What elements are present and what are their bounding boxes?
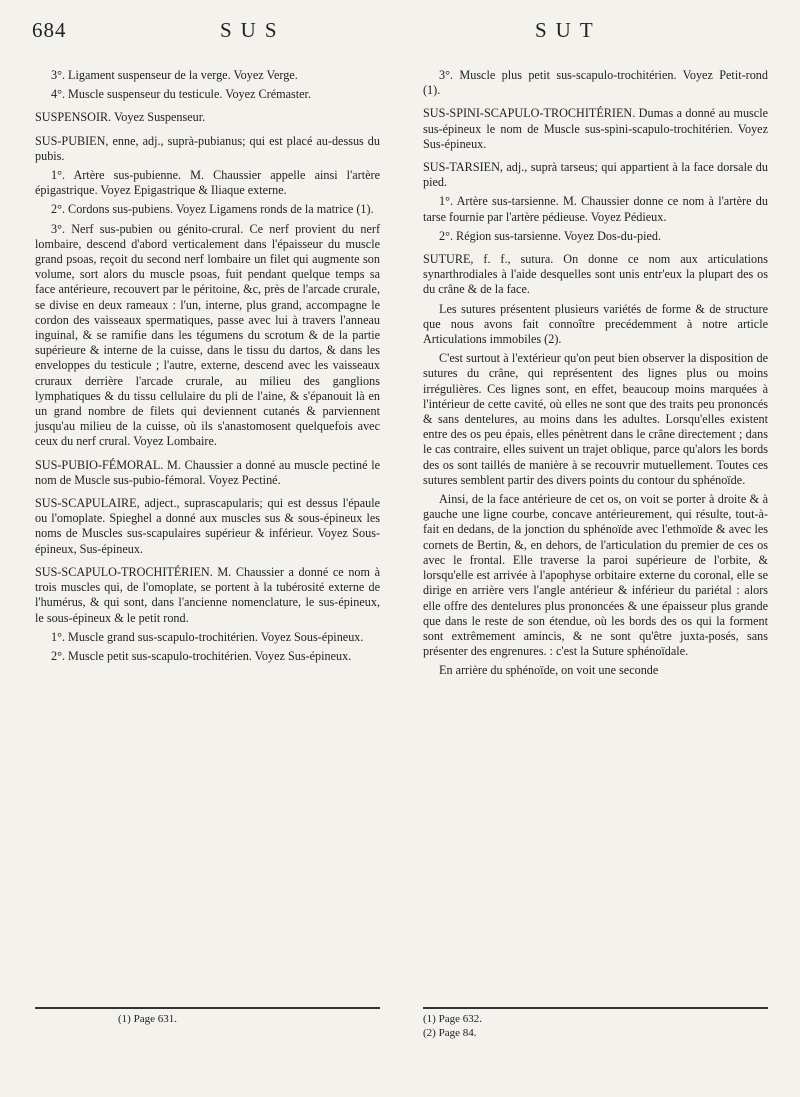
page-number: 684: [32, 18, 67, 42]
footnote: (2) Page 84.: [423, 1027, 477, 1039]
entry-paragraph: C'est surtout à l'extérieur qu'on peut bien observer la disposition de sutures du crâne, qui représentent des lignes plus ou moins irrégulières. Ces lignes sont, en effet, beaucoup moins marquées à l'intérieur de cette cavité, où elles ne sont que des traits peu prononcés & sans dentelures, au moins dans les adultes. Lorsqu'elles existent entre des os peu épais, elles pénètrent dans le crâne directement ; dans le cas contraire, elles suivent un trajet oblique, parce qu'alors les bords des os sont taillés de manière à se recouvrir mutuellement. Toutes ces sutures semblent partir des divers points du contour du sphénoïde.: [423, 351, 768, 487]
entry-paragraph: SUS-SCAPULO-TROCHITÉRIEN. M. Chaussier a donné ce nom à trois muscles qui, de l'omoplate, se portent à la tubérosité externe de l'humérus, & qui sont, dans l'ancienne nomenclature, le sus-épineux, le sous-épineux & le petit rond.: [35, 564, 380, 625]
footnotes-right: [423, 1012, 482, 1040]
entry-paragraph: En arrière du sphénoïde, on voit une seconde: [439, 663, 659, 678]
entry-paragraph: SUS-SCAPULAIRE, adject., suprascapularis; qui est dessus l'épaule ou l'omoplate. Spieghel a donné aux muscles sus & sous-épineux les noms de Muscles sus-scapulaires supérieur & inférieur. Voyez Sous-épineux, Sus-épineux.: [35, 496, 380, 556]
right-column: [423, 68, 768, 683]
entry-paragraph: 3°. Nerf sus-pubien ou génito-crural. Ce nerf provient du nerf lombaire, descend d'abord verticalement dans l'épaisseur du muscle grand psoas, reçoit du second nerf lombaire un filet qui augmente son volume, sort alors du muscle psoas, fuit pendant quelque temps sa face antérieure, recouvert par le péritoine, &c, près de l'arcade crurale, se divise en deux rameaux : l'un, interne, plus grand, accompagne le cordon des vaisseaux spermatiques, passe avec lui à travers l'anneau inguinal, & se ramifie dans les tégumens du scrotum & de la partie supérieure & interne de la cuisse, dans le tissu du dartos, & dans les enveloppes du testicule ; l'autre, externe, descend avec les vaisseaux cruraux derrière l'arcade crurale, au milieu des ganglions lymphatiques & du tissu cellulaire du pli de l'aine, & s'épanouit là en un grand nombre de filets qui deviennent cutanés & parviennent jusqu'au milieu de la cuisse, où ils s'anastomosent quelquefois avec ceux du nerf crural. Voyez Lombaire.: [35, 221, 380, 449]
entry-paragraph: SUS-PUBIEN, enne, adj., suprà-pubianus; qui est placé au-dessus du pubis.: [35, 133, 380, 163]
entry-paragraph: 1°. Artère sus-pubienne. M. Chaussier appelle ainsi l'artère épigastrique. Voyez Epigastrique & Iliaque externe.: [35, 168, 380, 198]
entry-paragraph: 4°. Muscle suspenseur du testicule. Voyez Crémaster.: [51, 87, 311, 102]
footnote: (1) Page 632.: [423, 1013, 482, 1025]
entry-paragraph: SUS-SPINI-SCAPULO-TROCHITÉRIEN. Dumas a donné au muscle sus-épineux le nom de Muscle sus-spini-scapulo-trochitérien. Voyez Sus-épineux.: [423, 106, 768, 151]
entry-paragraph: 2°. Région sus-tarsienne. Voyez Dos-du-pied.: [439, 228, 662, 243]
entry-paragraph: 2°. Muscle petit sus-scapulo-trochitérien. Voyez Sus-épineux.: [51, 648, 352, 663]
entry-paragraph: 1°. Muscle grand sus-scapulo-trochitérien. Voyez Sous-épineux.: [51, 629, 364, 644]
entry-paragraph: SUS-PUBIO-FÉMORAL. M. Chaussier a donné au muscle pectiné le nom de Muscle sus-pubio-fémoral. Voyez Pectiné.: [35, 457, 380, 487]
footnote-rule-left: [35, 1007, 380, 1009]
footnote-rule-right: [423, 1007, 768, 1009]
entry-paragraph: Les sutures présentent plusieurs variétés de forme & de structure que nous avons fait connoître precédemment à notre article Articulations immobiles (2).: [423, 301, 768, 347]
running-head-right: SUT: [535, 18, 602, 42]
entry-paragraph: 1°. Artère sus-tarsienne. M. Chaussier donne ce nom à l'artère du tarse fournie par l'artère pédieuse. Voyez Pédieux.: [423, 194, 768, 224]
entry-paragraph: SUTURE, f. f., sutura. On donne ce nom aux articulations synarthrodiales à l'aide desquelles sont unis entr'eux la plupart des os du crâne & de la face.: [423, 252, 768, 297]
entry-paragraph: 3°. Ligament suspenseur de la verge. Voyez Verge.: [51, 68, 298, 82]
running-head-left: SUS: [220, 18, 286, 42]
left-column: [35, 68, 380, 668]
footnotes-left: [118, 1012, 177, 1026]
entry-paragraph: SUSPENSOIR. Voyez Suspenseur.: [35, 110, 206, 125]
entry-paragraph: 3°. Muscle plus petit sus-scapulo-trochitérien. Voyez Petit-rond (1).: [423, 68, 768, 98]
footnote: (1) Page 631.: [118, 1013, 177, 1025]
entry-paragraph: SUS-TARSIEN, adj., suprà tarseus; qui appartient à la face dorsale du pied.: [423, 160, 768, 190]
entry-paragraph: Ainsi, de la face antérieure de cet os, on voit se porter à droite & à gauche une ligne courbe, concave antérieurement, qui résulte, tout-à-fait en dedans, de la jonction du sphénoïde avec l'ethmoïde & avec les cornets de Bertin, &, en dehors, de l'articulation du premier de ces os avec le frontal. Elle traverse la paroi supérieure de l'orbite, & lorsqu'elle est arrivée à l'apophyse orbitaire externe du coronal, elle se dirige en arrière vers l'angle antérieur & inférieur du pariétal : alors elle offre des dentelures plus prononcées & une épaisseur plus grande que dans le reste de son étendue, où les bords des os qui la forment sont extrêmement amincis, & ne sont qu'être juxta-posés, sans présenter des engrenures. : c'est la Suture sphénoïdale.: [423, 492, 768, 659]
entry-paragraph: 2°. Cordons sus-pubiens. Voyez Ligamens ronds de la matrice (1).: [51, 202, 374, 217]
